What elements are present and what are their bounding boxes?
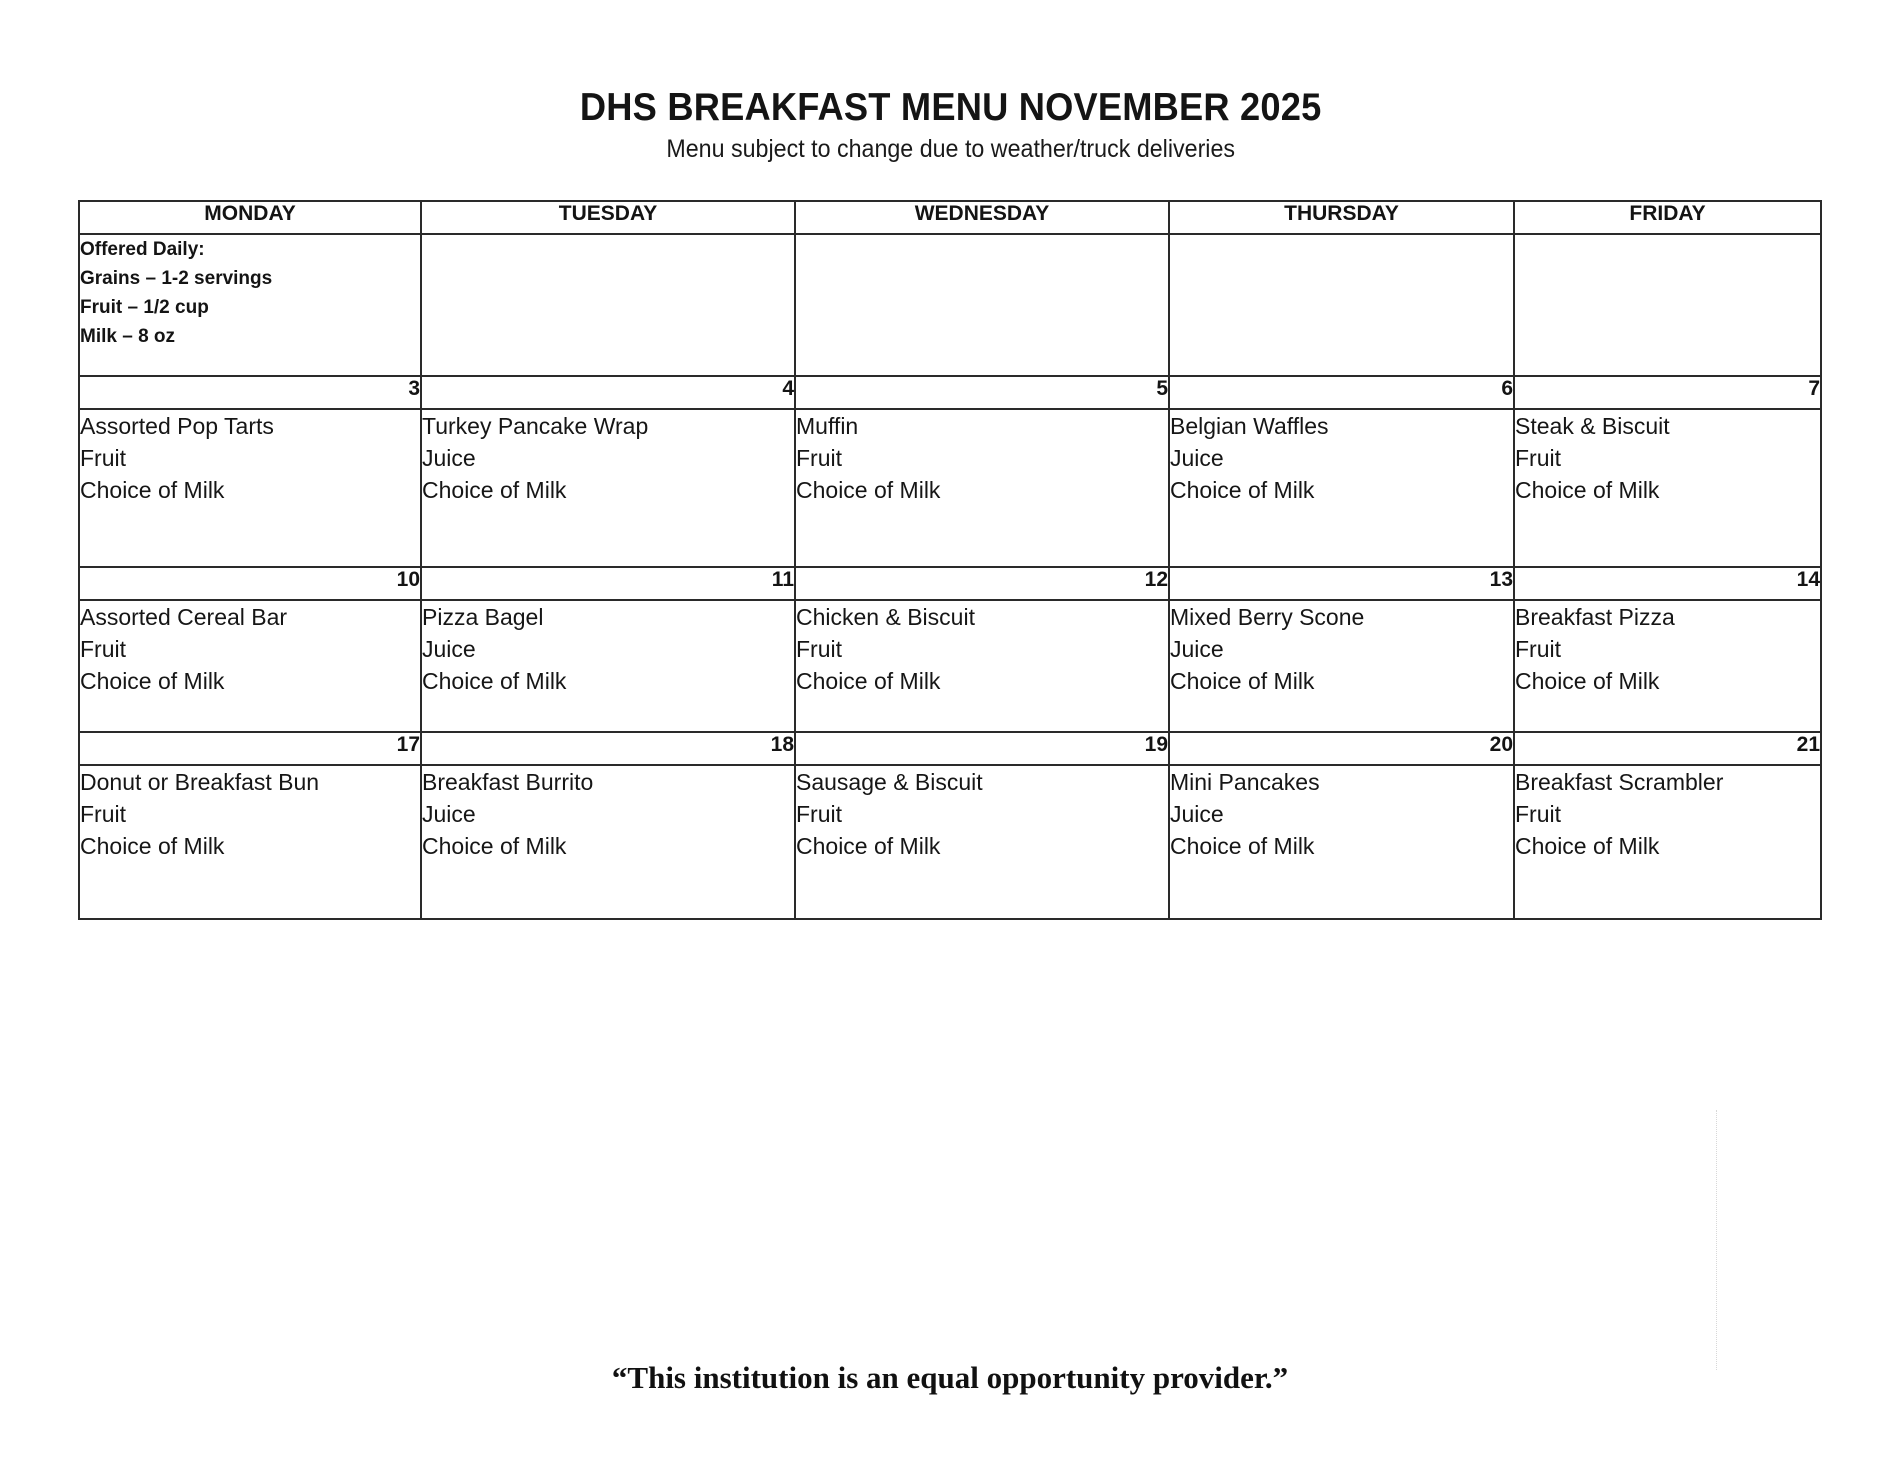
menu-drink: Choice of Milk xyxy=(1170,477,1315,503)
menu-side: Fruit xyxy=(80,801,126,827)
menu-cell xyxy=(1514,409,1821,567)
menu-entree: Pizza Bagel xyxy=(422,604,544,630)
day-header-monday: MONDAY xyxy=(79,201,421,234)
equal-opportunity-statement: “This institution is an equal opportunity provider.” xyxy=(611,1360,1289,1395)
menu-drink: Choice of Milk xyxy=(1170,668,1315,694)
day-header-wednesday: WEDNESDAY xyxy=(795,201,1169,234)
menu-drink: Choice of Milk xyxy=(422,833,567,859)
menu-cell xyxy=(79,765,421,919)
menu-entree: Muffin xyxy=(796,413,859,439)
date-number: 17 xyxy=(79,732,421,765)
date-number: 12 xyxy=(795,567,1169,600)
menu-entree: Breakfast Burrito xyxy=(422,769,594,795)
menu-entree: Breakfast Pizza xyxy=(1515,604,1675,630)
menu-side: Juice xyxy=(1170,636,1224,662)
menu-cell xyxy=(421,600,795,732)
date-number: 4 xyxy=(421,376,795,409)
day-header-friday: FRIDAY xyxy=(1514,201,1821,234)
menu-entree: Belgian Waffles xyxy=(1170,413,1329,439)
menu-cell xyxy=(1169,409,1514,567)
page-title: DHS BREAKFAST MENU NOVEMBER 2025 xyxy=(579,86,1322,129)
menu-side: Fruit xyxy=(80,445,126,471)
menu-cell xyxy=(421,409,795,567)
menu-cell xyxy=(795,765,1169,919)
menu-side: Juice xyxy=(1170,445,1224,471)
offered-daily-milk: Milk – 8 oz xyxy=(80,326,176,347)
date-row xyxy=(79,376,1821,409)
date-number: 19 xyxy=(795,732,1169,765)
date-number: 3 xyxy=(79,376,421,409)
menu-drink: Choice of Milk xyxy=(80,477,225,503)
menu-cell xyxy=(1514,765,1821,919)
menu-drink: Choice of Milk xyxy=(796,833,941,859)
menu-entree: Donut or Breakfast Bun xyxy=(80,769,320,795)
menu-cell xyxy=(795,600,1169,732)
menu-row xyxy=(79,600,1821,732)
menu-entree: Mixed Berry Scone xyxy=(1170,604,1365,630)
menu-row xyxy=(79,409,1821,567)
menu-side: Fruit xyxy=(796,445,842,471)
menu-entree: Breakfast Scrambler xyxy=(1515,769,1724,795)
offered-daily-row xyxy=(79,234,1821,376)
menu-cell xyxy=(79,409,421,567)
menu-cell xyxy=(795,409,1169,567)
date-number: 13 xyxy=(1169,567,1514,600)
offered-daily-cell xyxy=(79,234,421,376)
menu-entree: Assorted Cereal Bar xyxy=(80,604,288,630)
date-number: 18 xyxy=(421,732,795,765)
menu-drink: Choice of Milk xyxy=(422,668,567,694)
menu-side: Fruit xyxy=(1515,801,1561,827)
menu-entree: Steak & Biscuit xyxy=(1515,413,1670,439)
menu-drink: Choice of Milk xyxy=(1170,833,1315,859)
day-header-tuesday: TUESDAY xyxy=(421,201,795,234)
date-number: 7 xyxy=(1514,376,1821,409)
empty-cell xyxy=(1169,234,1514,376)
date-row xyxy=(79,732,1821,765)
menu-side: Juice xyxy=(422,445,476,471)
menu-entree: Sausage & Biscuit xyxy=(796,769,983,795)
menu-row xyxy=(79,765,1821,919)
menu-cell xyxy=(79,600,421,732)
menu-cell xyxy=(1169,765,1514,919)
menu-entree: Chicken & Biscuit xyxy=(796,604,975,630)
date-number: 11 xyxy=(421,567,795,600)
menu-entree: Turkey Pancake Wrap xyxy=(422,413,649,439)
menu-cell xyxy=(1514,600,1821,732)
menu-drink: Choice of Milk xyxy=(80,668,225,694)
menu-drink: Choice of Milk xyxy=(1515,477,1660,503)
date-number: 21 xyxy=(1514,732,1821,765)
offered-daily-heading: Offered Daily: xyxy=(80,239,205,260)
date-number: 14 xyxy=(1514,567,1821,600)
menu-drink: Choice of Milk xyxy=(796,668,941,694)
menu-cell xyxy=(1169,600,1514,732)
menu-side: Fruit xyxy=(796,801,842,827)
menu-side: Fruit xyxy=(796,636,842,662)
menu-side: Juice xyxy=(1170,801,1224,827)
date-number: 5 xyxy=(795,376,1169,409)
menu-drink: Choice of Milk xyxy=(796,477,941,503)
empty-cell xyxy=(795,234,1169,376)
menu-side: Fruit xyxy=(1515,445,1561,471)
empty-cell xyxy=(1514,234,1821,376)
menu-drink: Choice of Milk xyxy=(80,833,225,859)
scan-artifact-dotted-line xyxy=(1716,1110,1717,1370)
offered-daily-grains: Grains – 1-2 servings xyxy=(80,268,273,289)
offered-daily-fruit: Fruit – 1/2 cup xyxy=(80,297,209,318)
page-subtitle: Menu subject to change due to weather/truck deliveries xyxy=(666,135,1236,163)
menu-side: Fruit xyxy=(80,636,126,662)
date-number: 10 xyxy=(79,567,421,600)
menu-entree: Mini Pancakes xyxy=(1170,769,1320,795)
day-header-thursday: THURSDAY xyxy=(1169,201,1514,234)
empty-cell xyxy=(421,234,795,376)
menu-calendar-table xyxy=(78,200,1822,920)
menu-drink: Choice of Milk xyxy=(1515,833,1660,859)
menu-side: Juice xyxy=(422,801,476,827)
menu-entree: Assorted Pop Tarts xyxy=(80,413,274,439)
menu-drink: Choice of Milk xyxy=(422,477,567,503)
menu-drink: Choice of Milk xyxy=(1515,668,1660,694)
menu-side: Juice xyxy=(422,636,476,662)
menu-cell xyxy=(421,765,795,919)
menu-side: Fruit xyxy=(1515,636,1561,662)
date-row xyxy=(79,567,1821,600)
day-header-row xyxy=(79,201,1821,234)
date-number: 6 xyxy=(1169,376,1514,409)
date-number: 20 xyxy=(1169,732,1514,765)
